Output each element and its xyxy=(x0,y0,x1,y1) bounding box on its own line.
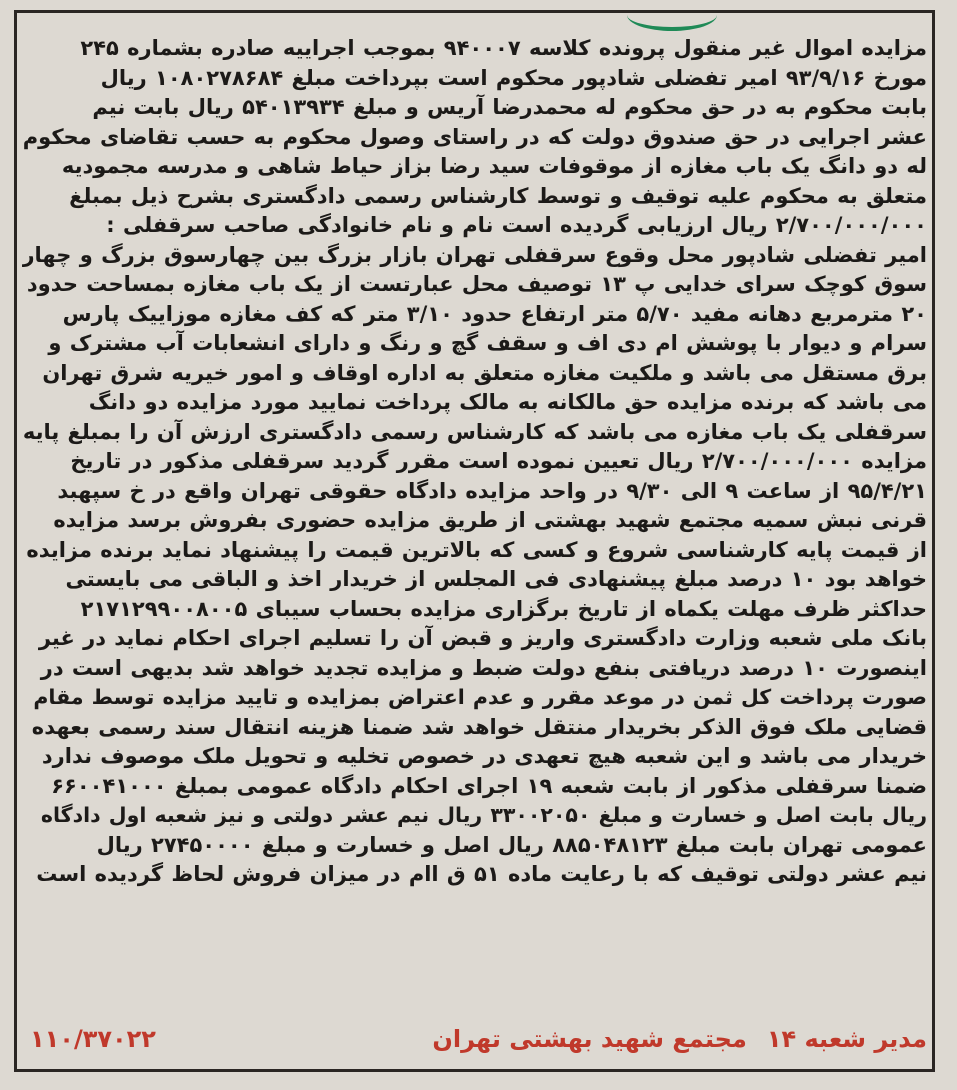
notice-line: قرنی نبش سمیه مجتمع شهید بهشتی از طریق مزایده حضوری بفروش برسد مزایده xyxy=(53,508,927,532)
notice-line: ۲/۷۰۰/۰۰۰/۰۰۰ ریال ارزیابی گردیده است نام و نام خانوادگی صاحب سرقفلی : xyxy=(106,213,927,237)
notice-line: بانک ملی شعبه وزارت دادگستری واریز و قبض آن را تسلیم اجرای احکام نماید در غیر xyxy=(38,626,927,650)
notice-line: از قیمت پایه کارشناسی شروع و کسی که بالاترین قیمت را پیشنهاد نماید برنده مزایده xyxy=(26,537,927,562)
notice-line: ۲۰ مترمربع دهانه مفید ۵/۷۰ متر ارتفاع حدود ۳/۱۰ متر که کف مغازه موزاییک پارس xyxy=(62,301,927,326)
signature-block xyxy=(432,1025,927,1053)
notice-line: برق مستقل می باشد و ملکیت مغازه متعلق به اداره اوقاف و امور خیریه شرق تهران xyxy=(42,360,927,385)
notice-line: ۹۵/۴/۲۱ از ساعت ۹ الی ۹/۳۰ در واحد مزایده دادگاه حقوقی تهران واقع در خ سپهبد xyxy=(57,478,927,503)
notice-line: می باشد که برنده مزایده حق مالکانه به مالک پرداخت نمایید مورد مزایده دو دانگ xyxy=(88,390,927,414)
notice-line: خریدار می باشد و این شعبه هیچ تعهدی در خصوص تخلیه و تحویل ملک موصوف ندارد xyxy=(41,744,927,768)
notice-line: حداکثر ظرف مهلت یکماه از تاریخ برگزاری مزایده بحساب سیبای ۲۱۷۱۲۹۹۰۰۸۰۰۵ xyxy=(80,596,927,621)
notice-body xyxy=(22,34,927,890)
signature-org: مجتمع شهید بهشتی تهران xyxy=(432,1025,747,1053)
notice-line: سرام و دیوار با پوشش ام دی اف و سقف گچ و رنگ و دارای انشعابات آب مشترک و xyxy=(48,331,927,355)
notice-line: سرقفلی یک باب مغازه می باشد که کارشناس رسمی دادگستری ارزش آن را بمبلغ پایه xyxy=(22,419,927,444)
notice-line: خواهد بود ۱۰ درصد مبلغ پیشنهادی فی المجلس از خریدار اخذ و الباقی می بایستی xyxy=(65,567,927,591)
signature-role: مدیر شعبه ۱۴ xyxy=(766,1025,927,1053)
notice-line: عمومی تهران بابت مبلغ ۸۸۵۰۴۸۱۲۳ ریال اصل و خسارت و مبلغ ۲۷۴۵۰۰۰۰ ریال xyxy=(96,832,927,857)
ad-code: ۱۱۰/۳۷۰۲۲ xyxy=(30,1025,156,1053)
notice-line: متعلق به محکوم علیه توقیف و توسط کارشناس رسمی دادگستری بشرح ذیل بمبلغ xyxy=(69,183,927,208)
notice-line: سوق کوچک سرای خدایی پ ۱۳ توصیف محل عبارتست از یک باب مغازه بمساحت حدود xyxy=(26,272,927,296)
notice-line: امیر تفضلی شادپور محل وقوع سرقفلی تهران بازار بزرگ بین چهارسوق بزرگ و چهار xyxy=(22,242,927,267)
notice-line: مورخ ۹۳/۹/۱۶ امیر تفضلی شادپور محکوم است بپرداخت مبلغ ۱۰۸۰۲۷۸۶۸۴ ریال xyxy=(100,65,927,90)
notice-line: بابت محکوم به در حق محکوم له محمدرضا آریس و مبلغ ۵۴۰۱۳۹۳۴ ریال بابت نیم xyxy=(92,95,927,119)
notice-line: مزایده اموال غیر منقول پرونده کلاسه ۹۴۰۰۰۷ بموجب اجراییه صادره بشماره ۲۴۵ xyxy=(80,36,927,60)
notice-footer xyxy=(30,1022,927,1056)
notice-line: مزایده ۲/۷۰۰/۰۰۰/۰۰۰ ریال تعیین نموده است مقرر گردید سرقفلی مذکور در تاریخ xyxy=(70,449,927,473)
notice-line: ریال بابت اصل و خسارت و مبلغ ۳۳۰۰۲۰۵۰ ریال نیم عشر دولتی و نیز شعبه اول دادگاه xyxy=(40,803,927,827)
header-ornament xyxy=(627,0,717,31)
notice-line: صورت پرداخت کل ثمن در موعد مقرر و عدم اعتراض بمزایده و تایید مزایده توسط مقام xyxy=(33,685,927,709)
notice-line: قضایی ملک فوق الذکر بخریدار منتقل خواهد شد ضمنا هزینه انتقال سند رسمی بعهده xyxy=(31,714,927,739)
notice-line: ضمنا سرقفلی مذکور از بابت شعبه ۱۹ اجرای احکام دادگاه عمومی بمبلغ ۶۶۰۰۴۱۰۰۰ xyxy=(51,773,927,798)
notice-line: اینصورت ۱۰ درصد دریافتی بنفع دولت ضبط و مزایده تجدید خواهد شد بدیهی است در xyxy=(40,655,927,680)
notice-line: نیم عشر دولتی توقیف که با رعایت ماده ۵۱ ق اام در میزان فروش لحاظ گردیده است xyxy=(36,862,927,886)
notice-line: له دو دانگ یک باب مغازه از موقوفات سید رضا بزاز حیاط شاهی و مدرسه مجمودیه xyxy=(61,154,927,178)
notice-line: عشر اجرایی در حق صندوق دولت که در راستای وصول محکوم به حسب تقاضای محکوم xyxy=(22,124,927,149)
